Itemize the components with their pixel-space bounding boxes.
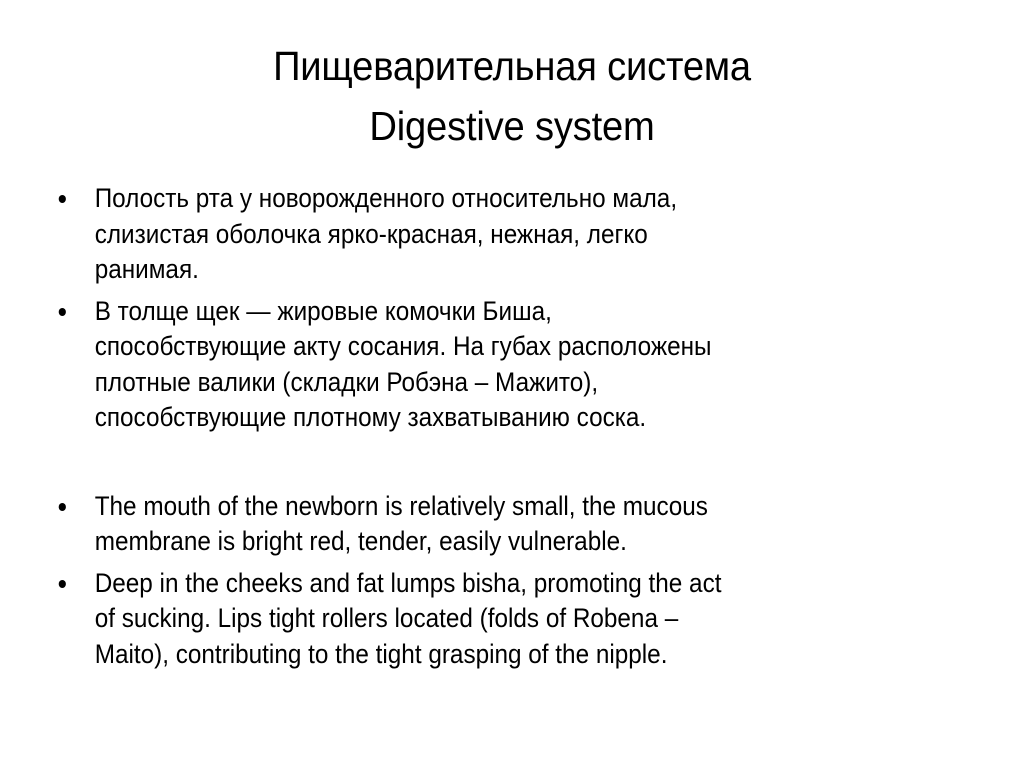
bullet-text-line: ранимая. (94, 254, 199, 284)
bullet-item-cheeks-en (56, 566, 884, 673)
bullet-text-line: Deep in the cheeks and fat lumps bisha, promoting the act (94, 567, 722, 598)
bullet-item-mouth-en (56, 489, 884, 560)
bullet-text-line: of sucking. Lips tight rollers located (folds of Robena – (94, 603, 679, 633)
bullet-text-line: The mouth of the newborn is relatively small, the mucous (94, 490, 708, 521)
bullet-dot-icon (59, 195, 66, 203)
bullet-text-line: способствующие плотному захватыванию соска. (94, 402, 647, 432)
bullet-item-cheeks-ru (56, 294, 884, 436)
bullet-text-line: membrane is bright red, tender, easily vulnerable. (94, 526, 627, 556)
bullet-text-line: Maito), contributing to the tight grasping of the nipple. (94, 638, 668, 669)
bullet-dot-icon (59, 503, 66, 511)
bullet-text-line: способствующие акту сосания. На губах расположены (94, 331, 712, 361)
bullet-text-line: В толще щек — жировые комочки Биша, (94, 295, 552, 326)
bullet-text-line: слизистая оболочка ярко-красная, нежная, легко (94, 218, 648, 249)
title-english: Digestive system (369, 103, 655, 149)
slide-title (36, 36, 988, 156)
title-russian: Пищеварительная система (273, 43, 751, 89)
bullet-dot-icon (59, 580, 66, 588)
bullet-dot-icon (59, 308, 66, 316)
bullet-item-mouth-ru (56, 181, 884, 288)
bullet-text-line: Полость рта у новорожденного относительно мала, (94, 183, 678, 213)
bullet-list (56, 181, 976, 672)
bullet-text-line: плотные валики (складки Робэна – Мажито), (94, 366, 599, 397)
